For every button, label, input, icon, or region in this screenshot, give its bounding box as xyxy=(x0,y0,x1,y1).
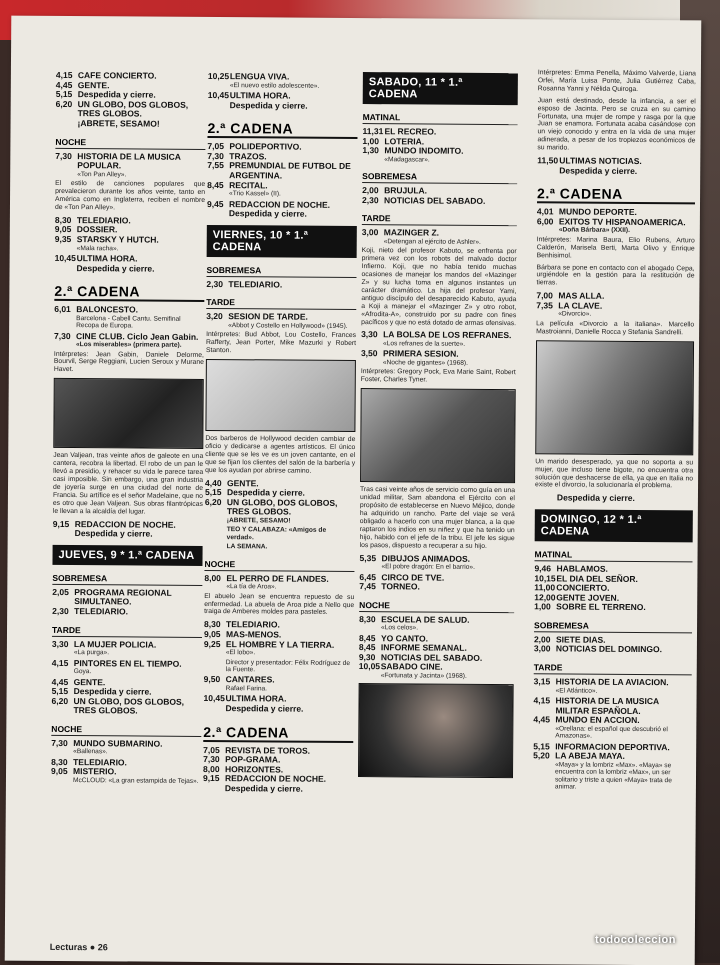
program-line xyxy=(533,696,691,716)
program-title: MUNDO DEPORTE. xyxy=(558,206,637,218)
program-time: 5,20 xyxy=(533,750,550,761)
program-line xyxy=(534,645,692,656)
program-title: HISTORIA DE LA AVIACION. xyxy=(555,676,669,688)
program-time: 1,00 xyxy=(362,135,380,146)
photo-les-miserables xyxy=(53,378,203,449)
program-title: BALONCESTO. xyxy=(76,304,139,315)
program-time xyxy=(56,119,78,129)
program-time: 4,01 xyxy=(536,206,554,217)
program-time xyxy=(537,166,559,176)
program-description: Tras casi veinte años de servicio como guía en una unidad militar, Sam abandona el Ejército con el propósito de establecerse en Nuevo Méjico, donde ha adquirido un rancho. Parte del viaje se verá obligado a hacerlo con una mujer blanca, a la que raptaron los indios en su niñez y que ha tenido un hijo, habido con el jefe de la tribu. El jefe les sigue los pasos, dispuesto a recuperar a su hijo. xyxy=(359,486,516,550)
section-sobremesa: SOBREMESA xyxy=(206,265,356,278)
program-title: ULTIMA HORA. xyxy=(76,253,138,264)
program-title: PROGRAMA REGIONAL SIMULTANEO. xyxy=(74,586,172,607)
program-title: REDACCION DE NOCHE. xyxy=(74,518,176,530)
program-title: Despedida y cierre. xyxy=(74,528,153,539)
program-time: 10,45 xyxy=(203,693,225,704)
program-title: LA BOLSA DE LOS REFRANES. xyxy=(383,329,512,341)
program-title: UN GLOBO, DOS GLOBOS, TRES GLOBOS. xyxy=(77,98,189,119)
program-time: 9,25 xyxy=(203,638,221,649)
program-title: HISTORIA DE LA MUSICA POPULAR. xyxy=(77,150,181,171)
program-time: 9,46 xyxy=(534,563,552,574)
program-time: 10,45 xyxy=(207,89,230,101)
program-title: SABADO CINE. xyxy=(380,661,443,673)
program-line xyxy=(55,235,205,246)
program-time: 8,30 xyxy=(51,756,68,767)
program-time: 2,30 xyxy=(361,194,379,205)
photo-noche-de-gigantes xyxy=(360,388,516,483)
program-description: El estilo de canciones populares que prevalecieron durante los años veinte, tanto en América como en Inglaterra, reciben el nombre de «Ton Pan Alley». xyxy=(54,180,206,212)
program-subtitle: McCLOUD: «La gran estampida de Tejas». xyxy=(72,777,199,785)
program-time: 1,30 xyxy=(362,145,379,156)
program-title: ULTIMA HORA. xyxy=(229,90,291,101)
program-time: 5,15 xyxy=(51,685,69,697)
section-noche: NOCHE xyxy=(204,559,354,572)
program-subtitle: «Doña Bárbara» (XXII). xyxy=(558,226,630,235)
program-title: MUNDO SUBMARINO. xyxy=(73,737,163,749)
program-time: 7,55 xyxy=(207,160,224,171)
program-time: 2,00 xyxy=(533,634,551,645)
program-title: MAS ALLA. xyxy=(558,290,605,302)
program-subtitle: «Mala racha». xyxy=(76,244,119,252)
program-title: BRUJULA. xyxy=(384,185,428,196)
program-time: 8,00 xyxy=(203,763,220,774)
cast-text: Intérpretes: Marina Baura, Elio Rubens, Arturo Calderón, Marisela Berti, Marta Olivo y Enrique Benhisimol. xyxy=(536,236,695,260)
program-title: LOTERIA. xyxy=(384,135,425,147)
program-time: 7,30 xyxy=(54,330,71,341)
program-description: Koji, nieto del profesor Kabuto, se enfrenta por primera vez con los robots del malvado doctor Infierno. Koji, que no había tenido muchas ocasiones de manejar los mandos del «Mazinger Z» y su lucha toma en algunos instantes un carácter dramático. La hija del profesor Yami, antiguo discípulo del desaparecido Kabuto, ayuda a Koji a manejar el «Mazinger Z» y otro robot, «Afrodita-A», construido por su padre con fines pacíficos y que no está dotado de armas ofensivas. xyxy=(361,247,517,327)
program-title: UN GLOBO, DOS GLOBOS, TRES GLOBOS. xyxy=(226,496,338,517)
program-title: NOTICIAS DEL SABADO. xyxy=(380,652,483,663)
section-tarde: TARDE xyxy=(362,213,517,226)
section-heading: 2.ª CADENA xyxy=(54,283,204,302)
program-title: PREMUNDIAL DE FUTBOL DE ARGENTINA. xyxy=(229,160,351,181)
program-subtitle: ¡ABRETE, SESAMO! xyxy=(226,517,291,525)
program-time: 3,30 xyxy=(51,638,69,649)
program-line xyxy=(207,209,357,220)
program-subtitle: «Los celos». xyxy=(381,624,419,632)
program-title: REVISTA DE TOROS. xyxy=(225,744,311,756)
program-subtitle: «Trio Kassel» (II). xyxy=(229,190,281,198)
cast-text: Intérpretes: Bud Abbot, Lou Costello, Frances Rafferty, Jean Porter, Mike Mazurki y Robert Stanton. xyxy=(205,331,357,355)
program-title: MISTERIO. xyxy=(72,766,117,777)
program-time: 8,45 xyxy=(358,642,376,653)
program-time: 11,31 xyxy=(362,126,384,137)
program-line xyxy=(537,166,695,177)
program-title: EL PERRO DE FLANDES. xyxy=(226,572,329,584)
program-time: 4,15 xyxy=(55,69,73,81)
section-tarde: TARDE xyxy=(52,624,202,637)
program-line xyxy=(208,72,358,83)
program-time: 4,45 xyxy=(55,79,73,90)
program-time: 5,15 xyxy=(533,740,550,752)
column-3 xyxy=(358,66,518,783)
section-noche: NOCHE xyxy=(51,724,201,737)
program-title: LENGUA VIVA. xyxy=(229,71,290,82)
program-title: RECITAL. xyxy=(229,179,268,190)
program-time: 9,05 xyxy=(50,766,68,777)
program-title: PRIMERA SESION. xyxy=(382,348,459,360)
program-title: TRAZOS. xyxy=(229,150,267,162)
program-title: Despedida y cierre. xyxy=(73,686,152,697)
program-description: Dos barberos de Hollywood deciden cambiar de oficio y dedicarse a agentes artísticos. El único cliente que se les ve es un joven cantante, en el que se fijan los clientes del salón de la barbería y que los ayudan por abrirse camino. xyxy=(205,435,356,475)
program-time: 8,30 xyxy=(359,613,376,624)
program-description: Bárbara se pone en contacto con el abogado Cepa, urgiéndole en la gestión para la restitución de tierras. xyxy=(536,263,695,287)
program-subtitle: «Ton Pan Alley». xyxy=(77,170,127,179)
day-banner: VIERNES, 10 * 1.ª CADENA xyxy=(207,225,357,258)
section-matinal: MATINAL xyxy=(535,549,693,562)
program-time: 7,30 xyxy=(51,737,68,748)
program-title: UN GLOBO, DOS GLOBOS, TRES GLOBOS. xyxy=(73,695,185,716)
program-time: 3,30 xyxy=(361,329,378,340)
program-title: NOTICIAS DEL SABADO. xyxy=(383,194,486,206)
program-title: MUNDO INDOMITO. xyxy=(384,145,464,156)
program-subtitle: «Ballenas». xyxy=(73,748,108,756)
program-time: 4,15 xyxy=(51,657,69,668)
program-title: YO CANTO. xyxy=(380,632,429,644)
program-subtitle: Director y presentador: Félix Rodríguez de la Fuente. xyxy=(225,658,351,674)
program-subtitle: «El lobo». xyxy=(225,649,256,657)
program-line xyxy=(207,161,357,181)
program-title: Despedida y cierre. xyxy=(229,99,308,111)
program-title: LA ABEJA MAYA. xyxy=(555,750,625,762)
program-line xyxy=(56,119,206,130)
program-time: 2,05 xyxy=(52,586,69,597)
program-subtitle: TEO Y CALABAZA: «Amigos de verdad». xyxy=(226,526,327,542)
program-title: MUNDO EN ACCION. xyxy=(555,714,640,726)
photo-abbott-costello xyxy=(205,359,355,432)
program-description: Jean Valjean, tras veinte años de galeote en una cantera, recobra la libertad. El robo de un pan le llevó a presidio, y rehacer su vida le parece tarea casi imposible. Sin embargo, una gran industria de joyería surge en una ciudad del norte de Francia. Su artífice es el señor Madelaine, que no es otro que Jean Valjean. Sus obras filantrópicas le llevan a la alcaldía del lugar. xyxy=(52,452,204,516)
program-time: 11,50 xyxy=(537,155,559,166)
program-time: 7,05 xyxy=(207,141,224,152)
program-subtitle: LA SEMANA. xyxy=(226,543,268,551)
program-title: GENTE. xyxy=(77,79,110,90)
program-time: 4,15 xyxy=(533,695,551,706)
program-line xyxy=(205,498,355,518)
program-time: 4,40 xyxy=(205,477,222,488)
program-title: INFORME SEMANAL. xyxy=(380,642,467,654)
program-time xyxy=(53,529,75,539)
program-time: 8,30 xyxy=(204,619,221,630)
program-title: PINTORES EN EL TIEMPO. xyxy=(73,657,182,669)
program-time: 8,30 xyxy=(54,214,72,225)
program-time: 10,15 xyxy=(534,572,556,583)
program-title: Despedida y cierre. xyxy=(225,703,304,714)
program-line xyxy=(359,582,514,593)
program-title: LA MUJER POLICIA. xyxy=(73,638,157,650)
program-subtitle: «El Atlántico». xyxy=(555,687,598,695)
program-time xyxy=(203,784,225,794)
program-title: Despedida y cierre. xyxy=(77,89,156,100)
cast-text: Intérpretes: Emma Penella, Máximo Valverde, Liana Orfei, María Luisa Ponte, Julia Gutiérrez Caba, Rosanna Yanni y Nélida Quiroga. xyxy=(537,69,696,93)
program-line xyxy=(52,588,202,608)
cast-text: Intérpretes: Gregory Pock, Eva Marie Saint, Robert Foster, Charles Tyner. xyxy=(360,368,516,384)
program-time: 8,45 xyxy=(207,179,224,190)
section-tarde: TARDE xyxy=(206,297,356,310)
program-line xyxy=(51,697,201,717)
program-description: La película «Divorcio a la italiana». Marcello Mastroianni, Danielle Rocca y Stefania Sandrelli. xyxy=(536,320,695,337)
program-line xyxy=(203,784,353,795)
program-title: TELEDIARIO. xyxy=(74,605,129,617)
program-title: EL HOMBRE Y LA TIERRA. xyxy=(225,638,335,650)
program-subtitle: Goya. xyxy=(73,668,92,676)
day-banner: SABADO, 11 * 1.ª CADENA xyxy=(363,72,518,105)
program-time: 5,35 xyxy=(359,552,377,563)
program-time: 7,30 xyxy=(203,754,220,765)
program-subtitle: «Los refranes de la suerte». xyxy=(383,340,466,348)
program-title: DIBUJOS ANIMADOS. xyxy=(381,552,471,564)
program-subtitle: «Divorcio». xyxy=(558,310,592,319)
program-time: 6,20 xyxy=(51,695,69,706)
program-time: 9,35 xyxy=(54,233,72,244)
program-title: EL DIA DEL SEÑOR. xyxy=(556,572,638,584)
program-subtitle: «Detengan al ejército de Ashler». xyxy=(383,238,481,246)
section-heading: 2.ª CADENA xyxy=(537,186,695,205)
program-time: 9,30 xyxy=(358,651,376,663)
section-sobremesa: SOBREMESA xyxy=(534,620,692,633)
program-title: ESCUELA DE SALUD. xyxy=(381,613,470,625)
program-title: NOTICIAS DEL DOMINGO. xyxy=(555,643,663,655)
program-time: 2,00 xyxy=(362,185,379,196)
program-line xyxy=(206,280,356,291)
program-title: GENTE. xyxy=(73,676,106,687)
program-time: 8,00 xyxy=(204,572,221,583)
program-time: 7,30 xyxy=(55,150,72,161)
program-title: CONCIERTO. xyxy=(556,582,610,593)
section-noche: NOCHE xyxy=(55,136,205,149)
program-title: ¡ABRETE, SESAMO! xyxy=(77,118,160,129)
program-title: Despedida y cierre. xyxy=(559,165,638,176)
program-time: 6,45 xyxy=(359,571,376,582)
program-time: 9,15 xyxy=(202,773,220,784)
program-line xyxy=(534,677,692,688)
program-line xyxy=(362,196,517,207)
program-title: TELEDIARIO. xyxy=(73,756,127,768)
program-time: 7,45 xyxy=(359,581,376,592)
program-title: STARSKY Y HUTCH. xyxy=(76,234,159,245)
watermark: todocoleccion xyxy=(594,934,676,946)
program-time: 5,15 xyxy=(55,89,73,100)
program-time: 9,05 xyxy=(54,224,72,235)
program-title: DOSSIER. xyxy=(76,224,118,235)
program-title: INFORMACION DEPORTIVA. xyxy=(555,741,670,752)
program-time: 6,20 xyxy=(204,496,222,507)
section-heading: 2.ª CADENA xyxy=(207,120,357,139)
program-time: 3,00 xyxy=(361,227,379,238)
program-time xyxy=(55,263,77,273)
program-subtitle: «Noche de gigantes» (1968). xyxy=(382,359,468,367)
program-time: 10,05 xyxy=(358,661,381,672)
program-title: Despedida y cierre. xyxy=(76,262,155,274)
program-time: 7,35 xyxy=(536,300,553,311)
column-2 xyxy=(203,72,358,794)
program-time: 3,15 xyxy=(533,676,551,687)
program-time: 6,20 xyxy=(55,98,73,109)
program-time: 6,00 xyxy=(536,216,554,227)
program-title: TORNEO. xyxy=(381,581,420,592)
program-time: 3,50 xyxy=(360,348,378,359)
program-title: LA CLAVE. xyxy=(558,300,603,311)
program-title: GENTE. xyxy=(227,477,259,488)
program-description: El abuelo Jean se encuentra repuesto de su enfermedad. La abuela de Aroa pide a Nello que traiga de Amberes moldes para pasteles. xyxy=(204,592,355,617)
program-line xyxy=(53,529,203,540)
program-description: Juan está destinado, desde la infancia, a ser el esposo de Jacinta. Pero se cruza en su camino Fortunata, una mujer de rompe y rasga por la que Juan se enamora. Fortunata acaba casándose con un viejo conocido y entra en la vida de una mujer adinerada, a pesar de los tropiezos económicos de su marido. xyxy=(537,96,696,152)
program-subtitle: Barcelona - Cabell Cantu. Semifinal Recopa de Europa. xyxy=(76,314,181,330)
program-time: 2,30 xyxy=(52,605,69,616)
program-time: 9,50 xyxy=(203,674,221,685)
program-line xyxy=(55,263,205,274)
program-subtitle: «Fortunata y Jacinta» (1968). xyxy=(380,672,467,680)
program-line xyxy=(534,603,692,614)
program-time: 12,00 xyxy=(534,591,556,603)
program-time: 3,00 xyxy=(533,643,551,654)
program-title: POLIDEPORTIVO. xyxy=(229,141,302,152)
section-sobremesa: SOBREMESA xyxy=(362,171,517,184)
program-title: Despedida y cierre. xyxy=(224,782,303,794)
program-line xyxy=(55,151,205,171)
program-title: MAZINGER Z. xyxy=(383,227,440,238)
program-title: REDACCION DE NOCHE. xyxy=(228,198,331,210)
program-title: CAFE CONCIERTO. xyxy=(77,70,157,81)
photo-fortunata-y-jacinta xyxy=(358,684,514,779)
program-time xyxy=(203,704,225,714)
program-title: SESION DE TARDE. xyxy=(228,311,308,323)
section-sobremesa: SOBREMESA xyxy=(52,573,202,586)
program-subtitle: «La tía de Aroa». xyxy=(226,583,277,591)
program-time: 9,15 xyxy=(52,518,70,529)
program-time: 4,45 xyxy=(51,676,69,687)
program-title: CIRCO DE TVE. xyxy=(381,571,445,583)
program-time: 10,45 xyxy=(54,252,76,264)
section-noche: NOCHE xyxy=(359,600,514,613)
program-time xyxy=(207,209,229,219)
program-subtitle: «El pobre dragón: En el barrio». xyxy=(381,563,475,571)
program-line xyxy=(56,100,206,120)
program-title: TELEDIARIO. xyxy=(76,214,131,226)
program-title: SIETE DIAS. xyxy=(555,634,606,645)
program-time: 7,00 xyxy=(536,290,553,301)
program-time: 8,45 xyxy=(358,632,376,643)
program-time: 7,30 xyxy=(207,150,224,161)
program-time: 4,45 xyxy=(533,714,550,725)
program-time: 9,45 xyxy=(206,198,224,209)
program-title: HORIZONTES. xyxy=(225,763,284,775)
program-time: 3,20 xyxy=(206,311,223,322)
program-subtitle: «El nuevo estilo adolescente». xyxy=(229,81,320,90)
day-banner: DOMINGO, 12 * 1.ª CADENA xyxy=(535,509,693,542)
section-heading: 2.ª CADENA xyxy=(203,723,353,742)
program-subtitle: «Los miserables» (primera parte). xyxy=(75,341,182,349)
program-description: Un marido desesperado, ya que no soporta a su mujer, que incluso tiene bigote, no encuentra otra solución que deshacerse de ella, ya que en Italia no existe el divorcio, la solucionaría el problema. xyxy=(535,457,694,490)
program-line xyxy=(208,101,358,112)
program-title: Despedida y cierre. xyxy=(228,208,307,219)
program-title: POP-GRAMA. xyxy=(225,754,281,765)
program-title: EXITOS TV HISPANOAMERICA. xyxy=(558,216,686,228)
program-title: Despedida y cierre. xyxy=(226,487,305,498)
program-time: 2,30 xyxy=(206,278,224,289)
program-time: 9,05 xyxy=(203,628,221,639)
section-tarde: TARDE xyxy=(534,662,692,675)
program-title: REDACCION DE NOCHE. xyxy=(224,773,327,785)
column-1 xyxy=(51,71,206,787)
program-subtitle: «La purga». xyxy=(73,649,110,657)
program-subtitle: «Maya» y la lombriz «Max». «Maya» se encuentra con la lombriz «Max», un ser solitario y triste a quien «Maya» trata de animar. xyxy=(554,761,672,791)
program-line: Despedida y cierre. xyxy=(556,492,635,504)
program-time xyxy=(208,101,230,111)
program-title: EL RECREO. xyxy=(384,126,437,137)
program-title: MAS-MENOS. xyxy=(225,629,282,640)
program-time: 7,05 xyxy=(203,744,220,755)
program-title: ULTIMAS NOTICIAS. xyxy=(559,155,642,167)
day-banner: JUEVES, 9 * 1.ª CADENA xyxy=(52,545,202,566)
program-title: TELEDIARIO. xyxy=(226,619,280,630)
cast-text: Intérpretes: Jean Gabin, Daniele Delorme, Bourvil, Serge Reggiani, Lucien Seroux y Murane Havet. xyxy=(53,350,204,374)
program-time: 10,25 xyxy=(207,70,230,82)
program-time: 11,00 xyxy=(534,582,556,593)
program-title: CANTARES. xyxy=(225,674,275,685)
program-subtitle: «Orellana: el español que descubrió el Amazonas». xyxy=(555,725,668,740)
program-title: SOBRE EL TERRENO. xyxy=(556,601,646,613)
program-title: HISTORIA DE LA MUSICA MILITAR ESPAÑOLA. xyxy=(555,695,659,716)
magazine-page xyxy=(5,16,702,965)
program-line xyxy=(52,607,202,618)
page-footer: Lecturas ● 26 xyxy=(49,941,108,953)
program-title: GENTE JOVEN. xyxy=(556,592,620,603)
program-title: ULTIMA HORA. xyxy=(225,693,287,704)
photo-divorcio xyxy=(535,340,694,455)
section-matinal: MATINAL xyxy=(363,112,518,125)
program-time: 5,15 xyxy=(204,487,222,498)
column-4 xyxy=(533,67,696,794)
program-time: 1,00 xyxy=(534,601,551,612)
program-subtitle: «Madagascar». xyxy=(384,155,430,164)
program-subtitle: Rafael Farina. xyxy=(225,685,268,693)
program-line xyxy=(203,704,353,715)
program-time: 6,01 xyxy=(54,304,71,315)
program-title: CINE CLUB. Ciclo Jean Gabin. xyxy=(76,330,199,342)
program-title: TELEDIARIO. xyxy=(228,278,283,290)
program-title: HABLAMOS. xyxy=(556,563,608,574)
program-subtitle: «Abbot y Costello en Hollywood» (1945). xyxy=(228,322,348,330)
